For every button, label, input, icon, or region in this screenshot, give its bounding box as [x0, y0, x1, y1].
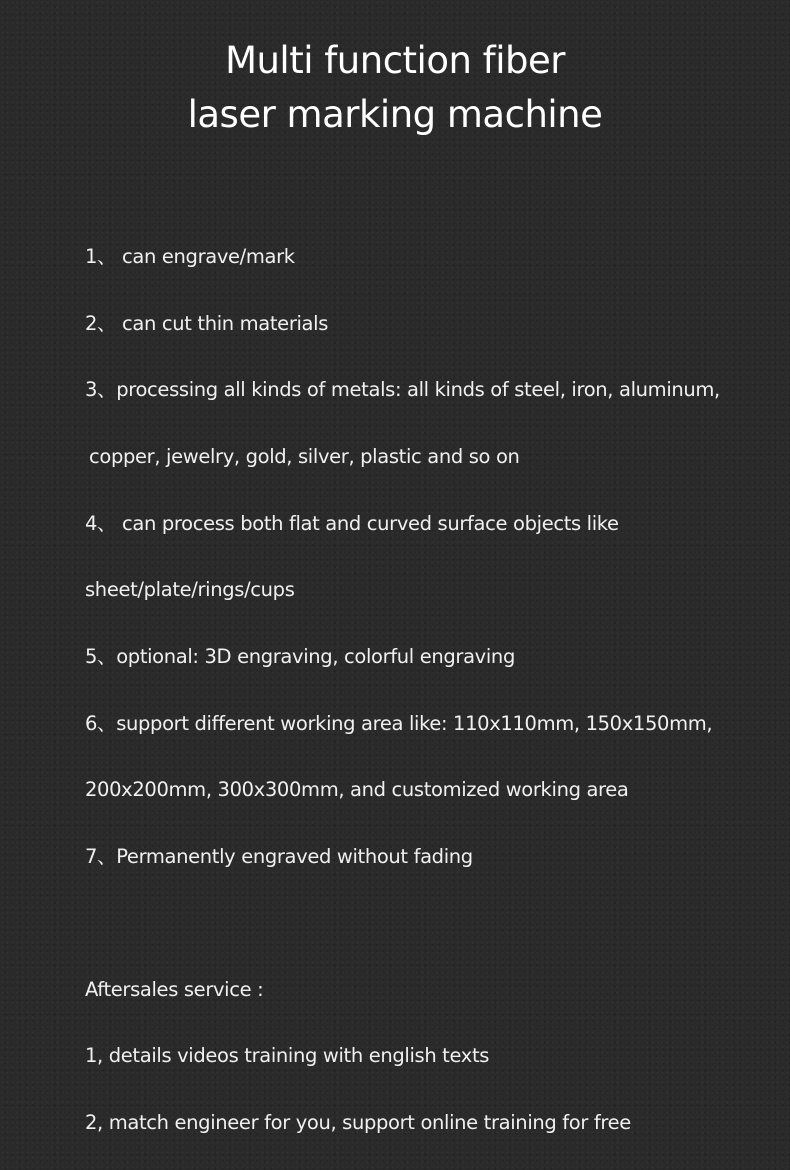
feature-item: 7、Permanently engraved without fading	[85, 845, 473, 868]
aftersales-item: 2, match engineer for you, support online training for free	[85, 1111, 631, 1134]
feature-item-continuation: 200x200mm, 300x300mm, and customized working area	[85, 778, 629, 801]
feature-item-continuation: sheet/plate/rings/cups	[85, 578, 295, 601]
feature-item: 6、support different working area like: 110x110mm, 150x150mm,	[85, 712, 713, 735]
page-title	[0, 34, 790, 142]
aftersales-item: 1, details videos training with english texts	[85, 1044, 490, 1067]
title-line-1: Multi function fiber	[225, 39, 565, 82]
feature-item-continuation: copper, jewelry, gold, silver, plastic and so on	[89, 445, 520, 468]
feature-item: 1、 can engrave/mark	[85, 245, 295, 268]
feature-item: 4、 can process both flat and curved surface objects like	[85, 512, 619, 535]
feature-item: 3、processing all kinds of metals: all kinds of steel, iron, aluminum,	[85, 378, 720, 401]
aftersales-heading: Aftersales service :	[85, 978, 264, 1001]
title-line-2: laser marking machine	[187, 93, 603, 136]
feature-item: 5、optional: 3D engraving, colorful engraving	[85, 645, 515, 668]
feature-item: 2、 can cut thin materials	[85, 312, 329, 335]
